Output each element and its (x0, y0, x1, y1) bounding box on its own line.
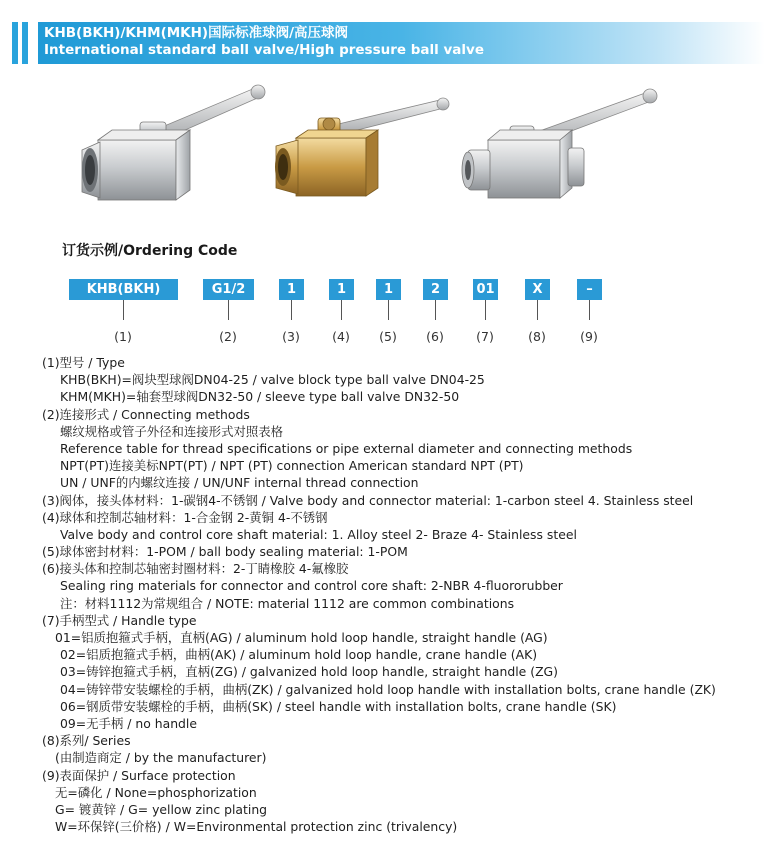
ordering-code-title: 订货示例/Ordering Code (62, 243, 238, 259)
description-line: Sealing ring materials for connector and control core shaft: 2-NBR 4-fluororubber (60, 578, 563, 594)
code-connector-line (537, 300, 538, 320)
code-connector-line (485, 300, 486, 320)
code-connector-line (123, 300, 124, 320)
code-box-ball-material: 1 (329, 279, 354, 300)
description-line: 注：材料1112为常规组合 / NOTE: material 1112 are common combinations (60, 595, 515, 611)
code-box-seal-material: 1 (376, 279, 401, 300)
description-line: 螺纹规格或管子外径和连接形式对照表格 (60, 423, 284, 439)
description-line: (由制造商定 / by the manufacturer) (55, 750, 267, 766)
section-heading: (2)连接形式 / Connecting methods (42, 406, 250, 422)
product-images (0, 80, 765, 230)
description-line: 04=铸锌带安装螺栓的手柄，曲柄(ZK) / galvanized hold loop handle with installation bolts, crane handle (ZK) (60, 681, 716, 697)
description-line: W=环保锌(三价格) / W=Environmental protection zinc (trivalency) (55, 819, 458, 835)
section-heading: (5)球体密封材料：1-POM / ball body sealing material: 1-POM (42, 544, 408, 560)
code-box-connection: G1/2 (203, 279, 254, 300)
code-position-number: (2) (219, 329, 237, 344)
section-heading: (3)阀体，接头体材料：1-碳钢4-不锈钢 / Valve body and connector material: 1-carbon steel 4. Stainless steel (42, 492, 694, 508)
description-line: UN / UNF的内螺纹连接 / UN/UNF internal thread connection (60, 475, 419, 491)
code-position-number: (9) (580, 329, 598, 344)
code-connector-line (228, 300, 229, 320)
section-heading: (1)型号 / Type (42, 355, 125, 370)
code-box-body-material: 1 (279, 279, 304, 300)
code-position-number: (7) (476, 329, 494, 344)
valve-image-1 (82, 85, 265, 200)
banner-title (44, 25, 484, 59)
code-position-number: (1) (114, 329, 132, 344)
description-line: Reference table for thread specifications or pipe external diameter and connecting methods (60, 440, 633, 456)
section-heading: (7)手柄型式 / Handle type (42, 612, 197, 628)
code-position-number: (6) (426, 329, 444, 344)
code-connector-line (435, 300, 436, 320)
valve-image-3 (462, 89, 657, 198)
code-position-number: (3) (282, 329, 300, 344)
banner-title-cn: KHB(BKH)/KHM(MKH)国际标准球阀/高压球阀 (44, 25, 349, 41)
header-banner (0, 22, 765, 64)
section-heading: (8)系列/ Series (42, 733, 131, 749)
description-line: KHM(MKH)=轴套型球阀DN32-50 / sleeve type ball valve DN32-50 (60, 389, 460, 405)
code-connector-line (291, 300, 292, 320)
description-line: 03=铸锌抱箍式手柄，直柄(ZG) / galvanized hold loop handle, straight handle (ZG) (60, 664, 558, 680)
section-heading: (9)表面保护 / Surface protection (42, 767, 236, 783)
code-position-number: (8) (528, 329, 546, 344)
description-line: KHB(BKH)=阀块型球阀DN04-25 / valve block type ball valve DN04-25 (60, 372, 485, 388)
code-box-type: KHB(BKH) (69, 279, 178, 300)
description-line: 09=无手柄 / no handle (60, 715, 197, 731)
banner-title-en: International standard ball valve/High pressure ball valve (44, 42, 484, 58)
description-line: NPT(PT)连接美标NPT(PT) / NPT (PT) connection American standard NPT (PT) (60, 458, 524, 474)
description-line: 01=铝质抱箍式手柄，直柄(AG) / aluminum hold loop handle, straight handle (AG) (55, 630, 548, 645)
ordering-code-descriptions (42, 354, 762, 835)
description-line: 02=铝质抱箍式手柄，曲柄(AK) / aluminum hold loop handle, crane handle (AK) (60, 647, 538, 663)
description-line: G= 镀黄锌 / G= yellow zinc plating (55, 801, 268, 817)
valve-image-2 (275, 98, 449, 196)
code-box-ring-material: 2 (423, 279, 448, 300)
code-box-surface: – (577, 279, 602, 300)
description-line: 无=磷化 / None=phosphorization (55, 784, 257, 800)
banner-stripe (22, 22, 28, 64)
code-box-handle: 01 (473, 279, 498, 300)
description-line: 06=钢质带安装螺栓的手柄，曲柄(SK) / steel handle with installation bolts, crane handle (SK) (60, 698, 617, 714)
code-connector-line (341, 300, 342, 320)
description-line: Valve body and control core shaft material: 1. Alloy steel 2- Braze 4- Stainless steel (60, 526, 577, 542)
code-connector-line (589, 300, 590, 320)
code-connector-line (388, 300, 389, 320)
code-position-number: (5) (379, 329, 397, 344)
section-heading: (6)接头体和控制芯轴密封圈材料：2-丁睛橡胶 4-氟橡胶 (42, 561, 349, 577)
section-heading: (4)球体和控制芯轴材料：1-合金钢 2-黄铜 4-不锈钢 (42, 509, 328, 525)
code-box-series: X (525, 279, 550, 300)
code-position-number: (4) (332, 329, 350, 344)
banner-stripe (12, 22, 18, 64)
